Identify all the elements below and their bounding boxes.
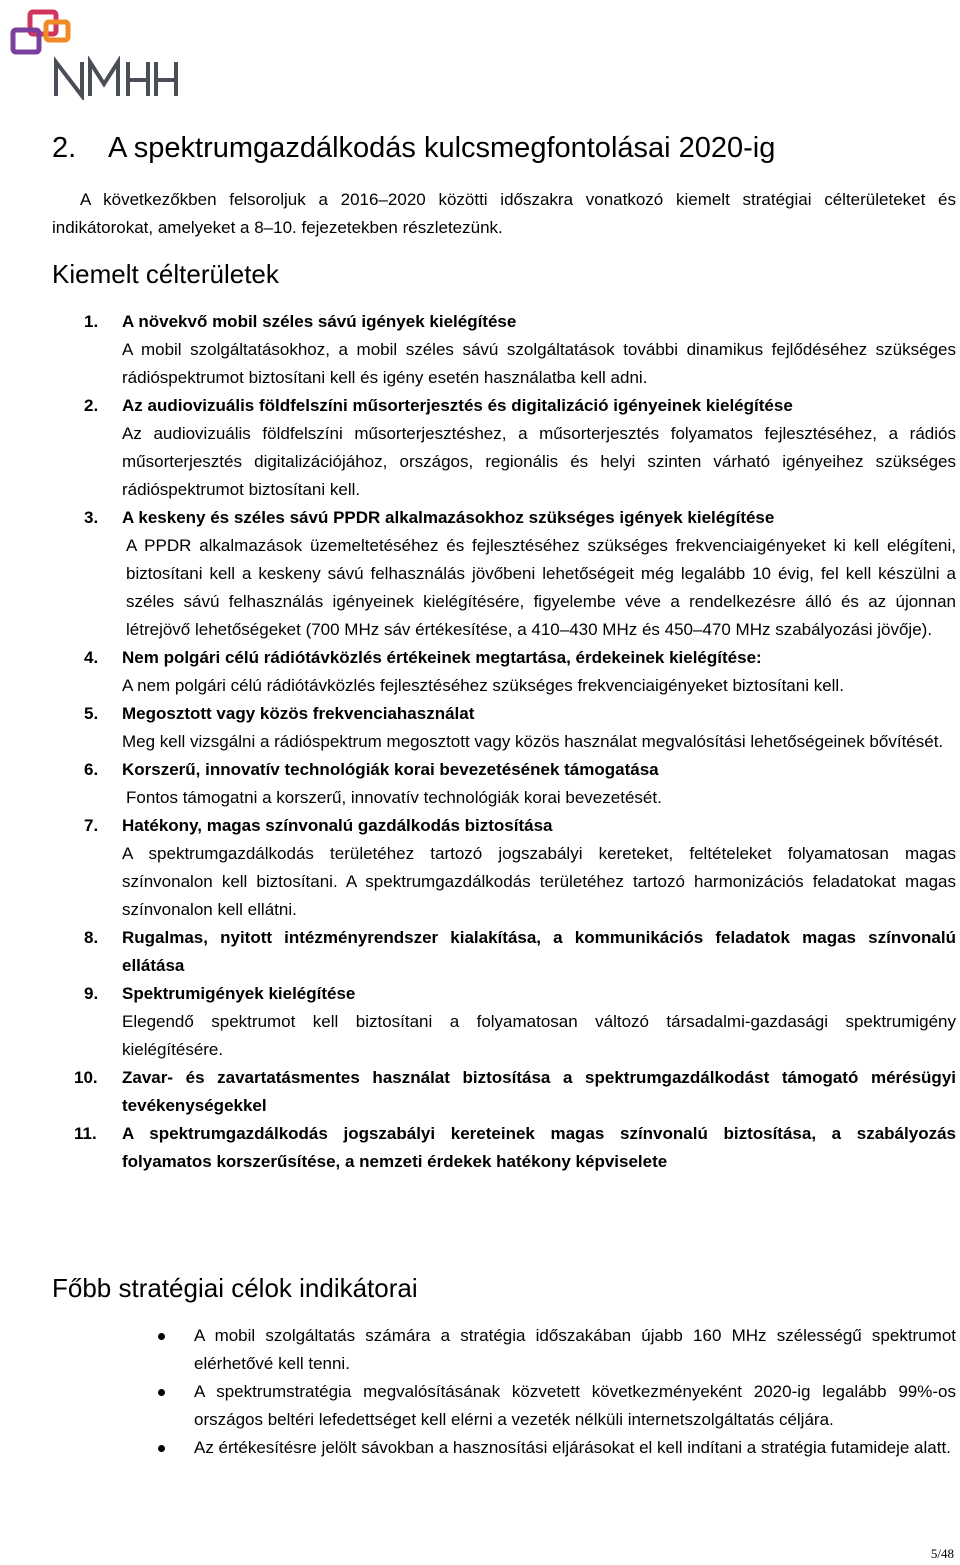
nmhh-logo (8, 8, 180, 98)
indicator-item (52, 1378, 956, 1434)
item-description: A nem polgári célú rádiótávközlés fejlesztéséhez szükséges frekvenciaigényeket biztosítani kell. (122, 676, 844, 695)
item-description: A PPDR alkalmazások üzemeltetéséhez és fejlesztéséhez szükséges frekvenciaigényeket ki kell elégíteni, biztosítani kell a keskeny sávú felhasználás jövőbeni lehetőségeit még legalább 10 évig, fel kell készülni a széles sávú felhasználás igényeinek kielégítésére, figyelembe véve a rendelkezésre álló és az újonnan létrejövő lehetőségeket (700 MHz sáv értékesítése, a 410–430 MHz és 450–470 MHz szabályozási jövője). (126, 536, 956, 639)
item-title: Az audiovizuális földfelszíni műsorterjesztés és digitalizáció igényeinek kielégítése (122, 396, 793, 415)
item-description: Elegendő spektrumot kell biztosítani a folyamatosan változó társadalmi-gazdasági spektrumigény kielégítésére. (122, 1012, 956, 1059)
list-item (52, 1120, 956, 1176)
bullet-icon (158, 1445, 165, 1452)
item-title: Megosztott vagy közös frekvenciahasználat (122, 704, 475, 723)
list-item (52, 812, 956, 924)
item-description: A mobil szolgáltatásokhoz, a mobil széles sávú szolgáltatások további dinamikus fejlődéséhez szükséges rádióspektrumot biztosítani kell és igény esetén használatba kell adni. (122, 340, 956, 387)
indicators-list (52, 1322, 956, 1462)
list-item (52, 756, 956, 812)
key-areas-list (52, 308, 956, 1176)
section-title-indicators: Főbb stratégiai célok indikátorai (52, 1273, 418, 1303)
item-title: A növekvő mobil széles sávú igények kielégítése (122, 312, 517, 331)
section-title-key-areas: Kiemelt célterületek (52, 259, 279, 289)
item-title: Nem polgári célú rádiótávközlés értékeinek megtartása, érdekeinek kielégítése: (122, 648, 762, 667)
item-title: Rugalmas, nyitott intézményrendszer kialakítása, a kommunikációs feladatok magas színvonalú ellátása (122, 928, 956, 975)
list-item (52, 700, 956, 756)
item-description: Meg kell vizsgálni a rádióspektrum megosztott vagy közös használat megvalósítási lehetőségeinek bővítését. (122, 732, 944, 751)
list-item (52, 644, 956, 700)
item-description: A spektrumgazdálkodás területéhez tartozó jogszabályi kereteket, feltételeket folyamatosan magas színvonalon kell biztosítani. A spektrumgazdálkodás területéhez tartozó harmonizációs feladatokat magas színvonalon kell ellátni. (122, 844, 956, 919)
list-item (52, 924, 956, 980)
list-item (52, 392, 956, 504)
item-number: 10. (74, 1068, 98, 1087)
item-number: 4. (84, 648, 99, 667)
item-number: 11. (74, 1124, 97, 1143)
intro-paragraph: A következőkben felsoroljuk a 2016–2020 közötti időszakra vonatkozó kiemelt stratégiai célterületeket és indikátorokat, amelyeket a 8–10. fejezetekben részletezünk. (52, 190, 956, 237)
indicator-item (52, 1434, 956, 1462)
list-item (52, 980, 956, 1064)
item-title: Korszerű, innovatív technológiák korai bevezetésének támogatása (122, 760, 659, 779)
page-heading (52, 128, 775, 168)
item-number: 1. (84, 312, 99, 331)
item-description: Fontos támogatni a korszerű, innovatív technológiák korai bevezetését. (126, 788, 662, 807)
item-title: Spektrumigények kielégítése (122, 984, 356, 1003)
list-item (52, 504, 956, 644)
item-number: 3. (84, 508, 99, 527)
item-title: A spektrumgazdálkodás jogszabályi kereteinek magas színvonalú biztosítása, a szabályozás folyamatos korszerűsítése, a nemzeti érdekek hatékony képviselete (122, 1124, 956, 1171)
bullet-icon (158, 1333, 165, 1340)
page-number: 5/48 (930, 1546, 954, 1561)
indicator-item (52, 1322, 956, 1378)
indicator-text: A mobil szolgáltatás számára a stratégia időszakában újabb 160 MHz szélességű spektrumot elérhetővé kell tenni. (194, 1326, 956, 1373)
logo-wordmark (52, 56, 180, 100)
list-item (52, 308, 956, 392)
item-number: 7. (84, 816, 99, 835)
indicator-text: Az értékesítésre jelölt sávokban a hasznosítási eljárásokat el kell indítani a stratégia futamideje alatt. (194, 1438, 951, 1457)
item-number: 5. (84, 704, 99, 723)
item-number: 6. (84, 760, 99, 779)
bullet-icon (158, 1389, 165, 1396)
item-title: Zavar- és zavartatásmentes használat biztosítása a spektrumgazdálkodást támogató mérésügyi tevékenységekkel (122, 1068, 956, 1115)
indicator-text: A spektrumstratégia megvalósításának közvetett következményeként 2020-ig legalább 99%-os országos beltéri lefedettséget kell elérni a vezeték nélküli internetszolgáltatás céljára. (194, 1382, 956, 1429)
item-title: Hatékony, magas színvonalú gazdálkodás biztosítása (122, 816, 553, 835)
item-description: Az audiovizuális földfelszíni műsorterjesztéshez, a műsorterjesztés folyamatos fejlesztéséhez, a rádiós műsorterjesztés digitalizációjához, országos, regionális és helyi szinten várható igényeihez szükséges rádióspektrumot biztosítani kell. (122, 424, 956, 499)
item-number: 9. (84, 984, 99, 1003)
list-item (52, 1064, 956, 1120)
heading-title: A spektrumgazdálkodás kulcsmegfontolásai 2020-ig (108, 132, 776, 164)
heading-number: 2. (52, 132, 77, 164)
item-title: A keskeny és széles sávú PPDR alkalmazásokhoz szükséges igények kielégítése (122, 508, 775, 527)
item-number: 2. (84, 396, 99, 415)
item-number: 8. (84, 928, 99, 947)
